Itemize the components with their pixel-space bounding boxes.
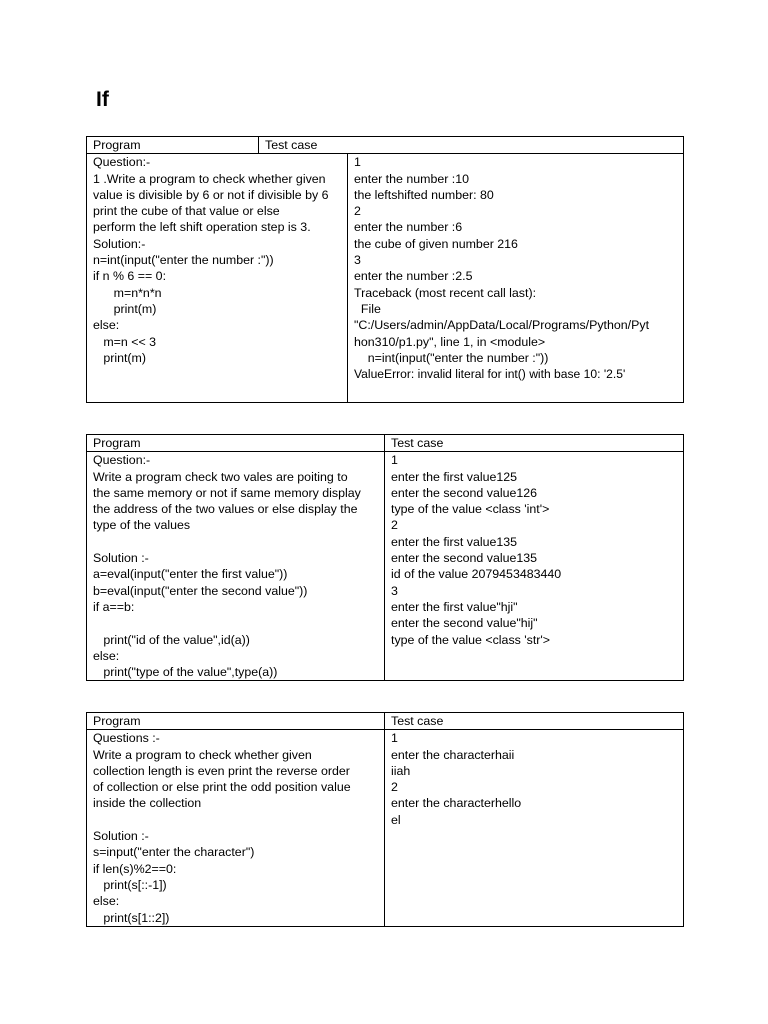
program-line: print("id of the value",id(a))	[93, 632, 250, 647]
program-line: of collection or else print the odd position value	[93, 780, 351, 795]
test-line: n=int(input("enter the number :"))	[354, 350, 549, 365]
test-line: 3	[354, 253, 361, 268]
header-test-case: Test case	[385, 713, 684, 730]
test-line: 1	[391, 731, 398, 746]
program-line: n=int(input("enter the number :"))	[93, 253, 274, 268]
program-line: a=eval(input("enter the first value"))	[93, 567, 288, 582]
program-line	[93, 615, 378, 631]
program-cell	[87, 730, 385, 927]
program-line: b=eval(input("enter the second value"))	[93, 583, 308, 598]
program-line: else:	[93, 318, 120, 333]
table-body-row	[87, 730, 684, 927]
program-line: print(s[1::2])	[93, 910, 170, 925]
header-program: Program	[87, 435, 385, 452]
test-line: enter the number :6	[354, 220, 463, 235]
program-line: if n % 6 == 0:	[93, 269, 167, 284]
program-line: Write a program check two vales are poiting to	[93, 469, 348, 484]
test-line: el	[391, 812, 401, 827]
header-program: Program	[87, 713, 385, 730]
program-line: print the cube of that value or else	[93, 204, 280, 219]
test-line: 1	[391, 453, 398, 468]
test-line: enter the number :10	[354, 171, 470, 186]
program-line: the address of the two values or else display the	[93, 502, 358, 517]
program-table-2	[86, 434, 684, 681]
test-line: the leftshifted number: 80	[354, 187, 494, 202]
program-line: if a==b:	[93, 599, 135, 614]
test-line: enter the characterhello	[391, 796, 522, 811]
table-header-row	[87, 137, 684, 154]
program-line: 1 .Write a program to check whether given	[93, 171, 326, 186]
program-cell	[87, 452, 385, 681]
test-line: Traceback (most recent call last):	[354, 285, 537, 300]
program-line: print(m)	[93, 350, 147, 365]
table-body-row	[87, 154, 684, 403]
table-header-row	[87, 435, 684, 452]
program-table-3	[86, 712, 684, 927]
program-line: perform the left shift operation step is 3.	[93, 220, 311, 235]
program-line	[93, 812, 378, 828]
test-line: type of the value <class 'str'>	[391, 632, 551, 647]
test-line: hon310/p1.py", line 1, in <module>	[354, 334, 546, 349]
test-line: iiah	[391, 763, 411, 778]
test-line: 3	[391, 583, 398, 598]
test-case-cell	[348, 154, 684, 403]
program-cell	[87, 154, 348, 403]
program-table-1	[86, 136, 684, 403]
program-line: type of the values	[93, 518, 191, 533]
test-line: enter the number :2.5	[354, 269, 473, 284]
test-line: ValueError: invalid literal for int() with base 10: '2.5'	[354, 367, 626, 382]
program-line: else:	[93, 648, 120, 663]
program-line: collection length is even print the reverse order	[93, 763, 350, 778]
program-line: print("type of the value",type(a))	[93, 665, 278, 680]
header-test-case: Test case	[259, 137, 684, 154]
program-line: Solution :-	[93, 551, 149, 566]
program-line: print(s[::-1])	[93, 877, 167, 892]
program-line: the same memory or not if same memory display	[93, 485, 361, 500]
program-line: inside the collection	[93, 796, 202, 811]
program-line: print(m)	[93, 301, 157, 316]
test-line: id of the value 2079453483440	[391, 567, 562, 582]
program-line: Question:-	[93, 155, 151, 170]
program-line: Solution :-	[93, 829, 149, 844]
program-line: else:	[93, 894, 120, 909]
test-line: enter the first value135	[391, 534, 518, 549]
table-header-row	[87, 713, 684, 730]
test-line: enter the first value125	[391, 469, 518, 484]
test-line: the cube of given number 216	[354, 236, 518, 251]
test-line: 1	[354, 155, 361, 170]
test-line: enter the second value"hij"	[391, 616, 538, 631]
program-line: value is divisible by 6 or not if divisible by 6	[93, 187, 329, 202]
program-line	[93, 534, 378, 550]
header-test-case: Test case	[385, 435, 684, 452]
program-line: Solution:-	[93, 236, 146, 251]
program-line: Question:-	[93, 453, 151, 468]
test-line: enter the second value135	[391, 551, 538, 566]
test-case-cell	[385, 730, 684, 927]
test-line: enter the characterhaii	[391, 747, 515, 762]
program-line: Write a program to check whether given	[93, 747, 312, 762]
program-line: m=n << 3	[93, 334, 157, 349]
test-line: 2	[391, 780, 398, 795]
page-heading: If	[96, 88, 109, 111]
test-line: "C:/Users/admin/AppData/Local/Programs/Python/Pyt	[354, 318, 650, 333]
test-line: enter the second value126	[391, 485, 538, 500]
program-line: if len(s)%2==0:	[93, 861, 177, 876]
header-program: Program	[87, 137, 259, 154]
test-line: 2	[391, 518, 398, 533]
program-line: Questions :-	[93, 731, 160, 746]
test-line: 2	[354, 204, 361, 219]
test-line: File	[354, 301, 381, 316]
test-line: type of the value <class 'int'>	[391, 502, 550, 517]
program-line: s=input("enter the character")	[93, 845, 255, 860]
test-line: enter the first value"hji"	[391, 599, 518, 614]
table-body-row	[87, 452, 684, 681]
program-line: m=n*n*n	[93, 285, 162, 300]
test-case-cell	[385, 452, 684, 681]
